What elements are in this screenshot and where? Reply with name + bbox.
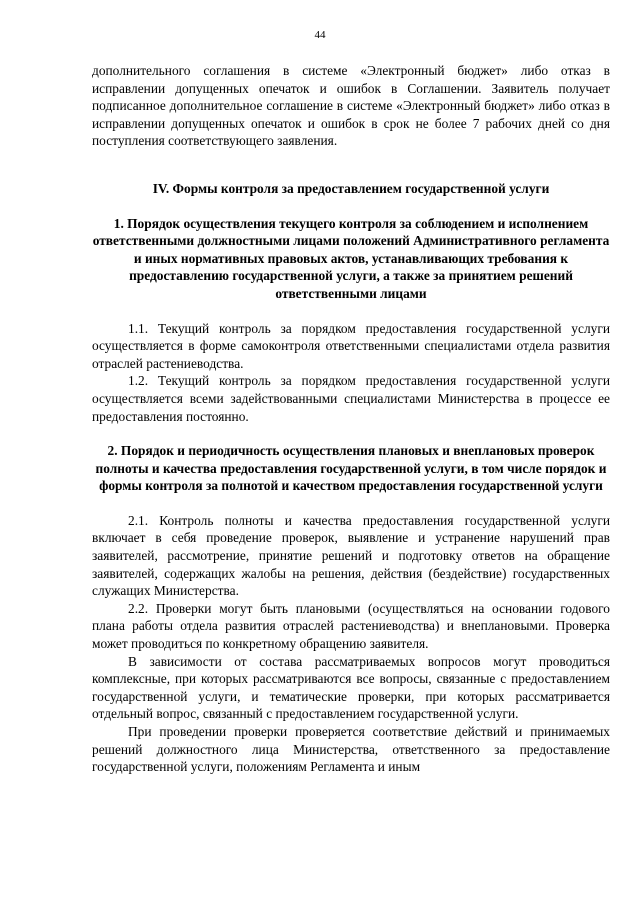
page-content: [92, 62, 610, 776]
spacer: [92, 198, 610, 215]
spacer: [92, 150, 610, 166]
paragraph-2-3: В зависимости от состава рассматриваемых вопросов могут проводиться комплексные, при которых рассматриваются все вопросы, связанные с предоставлением государственной услуги, и тематические проверки, при которых рассматривается отдельный вопрос, связанный с предоставлением государственной услуги.: [92, 653, 610, 722]
spacer: [92, 425, 610, 442]
paragraph-2-1: 2.1. Контроль полноты и качества предоставления государственной услуги включает в себя проведение проверок, выявление и устранение нарушений прав заявителей, рассмотрение, принятие решений и подготовку ответов на обращение заявителей, содержащих жалобы на решения, действия (бездействие) государственных служащих Министерства.: [92, 512, 610, 599]
paragraph-1-1: 1.1. Текущий контроль за порядком предоставления государственной услуги осуществляется в форме самоконтроля ответственными специалистами отдела развития отраслей растениеводства.: [92, 320, 610, 371]
spacer: [92, 303, 610, 320]
section-iv-heading: IV. Формы контроля за предоставлением государственной услуги: [152, 180, 550, 196]
page-number: 44: [314, 29, 326, 41]
paragraph-continuation: дополнительного соглашения в системе «Электронный бюджет» либо отказ в исправлении допущенных опечаток и ошибок в Соглашении. Заявитель получает подписанное дополнительное соглашение в системе «Электронный бюджет» либо отказ в исправлении допущенных опечаток и ошибок в срок не более 7 рабочих дней со дня поступления соответствующего заявления.: [92, 63, 610, 149]
paragraph-2-4: При проведении проверки проверяется соответствие действий и принимаемых решений должностного лица Министерства, ответственного за предоставление государственной услуги, положениям Регламента и иным: [92, 724, 610, 775]
subsection-1-heading: 1. Порядок осуществления текущего контроля за соблюдением и исполнением ответственными должностными лицами положений Административного регламента и иных нормативных правовых актов, устанавливающих требования к предоставлению государственной услуги, а также за принятием решений ответственными лицами: [92, 215, 610, 301]
subsection-2-heading: 2. Порядок и периодичность осуществления плановых и внеплановых проверок полноты и качества предоставления государственной услуги, в том числе порядок и формы контроля за полнотой и качеством предоставления государственной услуги: [95, 443, 607, 494]
paragraph-2-2: 2.2. Проверки могут быть плановыми (осуществляться на основании годового плана работы отдела развития отраслей растениеводства) и внеплановыми. Проверка может проводиться по конкретному обращению заявителя.: [92, 600, 610, 652]
paragraph-1-2: 1.2. Текущий контроль за порядком предоставления государственной услуги осуществляется всеми задействованными специалистами Министерства в процессе ее предоставления постоянно.: [92, 373, 610, 424]
spacer: [92, 495, 610, 512]
